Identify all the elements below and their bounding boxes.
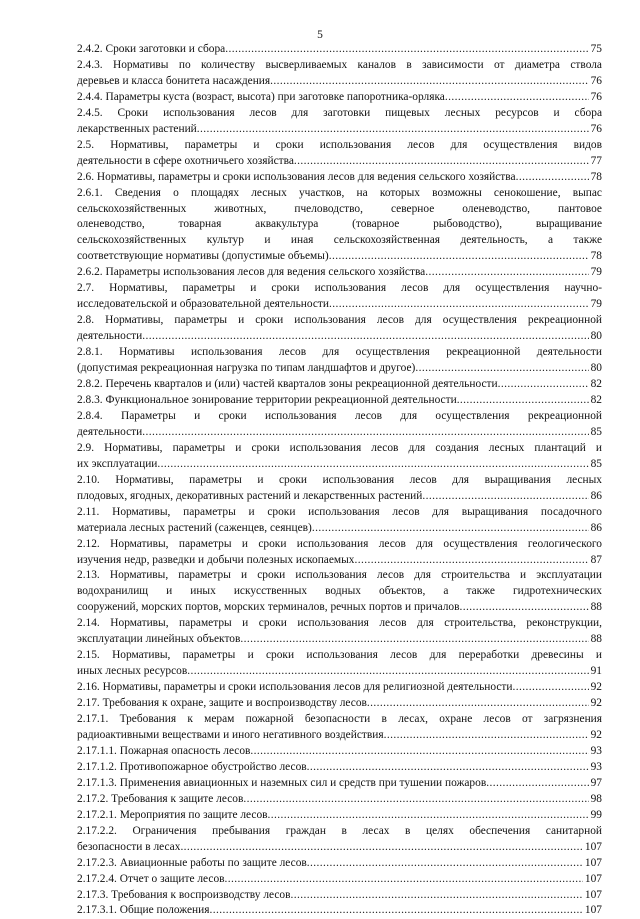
dot-leader [268,808,589,824]
toc-entry-last-line [77,840,602,856]
toc-entry-text: 2.4.4. Параметры куста (возраст, высота) при заготовке папоротника-орляка [77,90,445,103]
toc-entry [77,856,602,872]
dot-leader [187,664,588,680]
toc-entry-last-line [77,393,602,409]
toc-entry [77,186,602,266]
toc-entry [77,345,602,377]
toc-entry-text: 2.9. Нормативы, параметры и сроки использования лесов для создания лесных плантаций и [77,441,602,454]
toc-entry-text: 2.14. Нормативы, параметры и сроки использования лесов для строительства, реконструкции, [77,617,602,630]
toc-entry-text: 2.17.1. Требования к мерам пожарной безопасности в лесах, охране лесов от загрязнения [77,713,602,726]
toc-entry-last-line [77,249,602,265]
dot-leader [180,840,582,856]
toc-page-number: 79 [590,298,602,311]
toc-page-number: 107 [584,872,602,885]
toc-entry-last-line [77,728,602,744]
toc-page-number: 82 [590,393,602,406]
toc-entry-last-line [77,154,602,170]
toc-entry-last-line [77,632,602,648]
toc-entry-text: 2.11. Нормативы, параметры и сроки использования лесов для выращивания посадочного [77,505,602,518]
toc-page-number: 91 [590,665,602,678]
dot-leader [329,297,589,313]
toc-page-number: 85 [590,457,602,470]
toc-entry-last-line [77,329,602,345]
toc-entry [77,313,602,345]
toc-entry-text: плодовых, ягодных, декоративных растений и лекарственных растений [77,489,423,502]
toc-entry-last-line [77,872,602,888]
toc-entry [77,505,602,537]
toc-entry-text: 2.13. Нормативы, параметры и сроки использования лесов для строительства и эксплуатации [77,569,602,582]
toc-entry-last-line [77,760,602,776]
toc-entry [77,712,602,744]
toc-entry-last-line [77,808,602,824]
toc-entry [77,888,602,904]
toc-page-number: 93 [590,760,602,773]
toc-entry-last-line [77,265,602,281]
toc-entry [77,138,602,170]
toc-entry-text: материала лесных растений (саженцев, сеянцев) [77,521,312,534]
dot-leader [225,42,588,58]
toc-page-number: 78 [590,170,602,183]
toc-entry-text: деятельности [77,425,143,438]
toc-entry-text: радиоактивными веществами и иного негативного воздействия [77,728,384,741]
dot-leader [209,903,582,919]
toc-entry-text: сельскохозяйственных животных, пчеловодство, северное оленеводство, пантовое [77,202,602,215]
dot-leader [460,600,589,616]
dot-leader [367,696,589,712]
toc-page-number: 107 [584,856,602,869]
toc-page-number: 76 [590,74,602,87]
toc-entry-text: 2.4.3. Нормативы по количеству высверливаемых каналов в зависимости от диаметра ствола [77,58,602,71]
toc-entry-text: 2.16. Нормативы, параметры и сроки использования лесов для религиозной деятельности [77,681,513,694]
dot-leader [270,74,588,90]
toc-entry-text: безопасности в лесах [77,840,181,853]
toc-page-number: 79 [590,266,602,279]
toc-page-number: 85 [590,425,602,438]
toc-entry-last-line [77,377,602,393]
toc-page-number: 82 [590,378,602,391]
toc-entry [77,409,602,441]
toc-entry-text: 2.17.2.1. Мероприятия по защите лесов [77,808,268,821]
toc-page-number: 78 [590,250,602,263]
toc-entry-last-line [77,553,602,569]
toc-entry [77,903,602,919]
toc-page-number: 98 [590,792,602,805]
dot-leader [243,792,588,808]
toc-entry-text: водохранилищ и иных искусственных водных объектов, а также гидротехнических [77,585,602,598]
toc-entry-last-line [77,792,602,808]
toc-page-number: 80 [590,362,602,375]
toc-entry-text: 2.17.1.2. Противопожарное обустройство лесов [77,760,307,773]
toc-entry-text: 2.17.1.1. Пожарная опасность лесов [77,744,251,757]
toc-entry-text: 2.7. Нормативы, параметры и сроки использования лесов для осуществления научно- [77,282,602,295]
toc-entry-text: 2.17. Требования к охране, защите и воспроизводству лесов [77,697,367,710]
dot-leader [142,329,588,345]
toc-entry [77,696,602,712]
toc-entry-last-line [77,74,602,90]
toc-entry-text: 2.17.1.3. Применения авиационных и наземных сил и средств при тушении пожаров [77,776,487,789]
dot-leader [422,489,588,505]
toc-entry-last-line [77,696,602,712]
toc-entry-last-line [77,744,602,760]
toc-page-number: 75 [590,43,602,55]
toc-entry-text: 2.8. Нормативы, параметры и сроки использования лесов для осуществления рекреационной [77,314,602,327]
toc-entry [77,680,602,696]
toc-entry-text: 2.5. Нормативы, параметры и сроки использования лесов для осуществления видов [77,138,602,151]
toc-entry-text: 2.8.3. Функциональное зонирование территории рекреационной деятельности [77,393,457,406]
toc-entry [77,824,602,856]
dot-leader [329,249,589,265]
dot-leader [142,425,588,441]
dot-leader [498,377,589,393]
toc-entry [77,281,602,313]
toc-entry-last-line [77,361,602,377]
dot-leader [250,744,588,760]
toc-entry-text: 2.6.1. Сведения о площадях лесных участков, на которых возможны сенокошение, выпас [77,186,602,199]
toc-entry-last-line [77,489,602,505]
toc-page-number: 107 [584,888,602,901]
dot-leader [312,521,589,537]
toc-entry [77,170,602,186]
toc-entry [77,808,602,824]
dot-leader [425,265,588,281]
toc-entry-last-line [77,888,602,904]
toc-entry-last-line [77,776,602,792]
toc-page-number: 80 [590,330,602,343]
toc-entry-text: 2.17.2.4. Отчет о защите лесов [77,872,225,885]
dot-leader [445,90,589,106]
dot-leader [384,728,589,744]
toc-entry-text: сельскохозяйственных культур и иная сельскохозяйственная деятельность, а также [77,234,602,247]
dot-leader [415,361,588,377]
table-of-contents [77,42,602,919]
toc-entry-last-line [77,170,602,186]
toc-page-number: 93 [590,744,602,757]
dot-leader [197,122,589,138]
toc-entry [77,58,602,90]
toc-entry-text: 2.15. Нормативы, параметры и сроки использования лесов для переработки древесины и [77,649,602,662]
dot-leader [457,393,589,409]
dot-leader [240,632,588,648]
toc-entry-text: 2.6. Нормативы, параметры и сроки использования лесов для ведения сельского хозяйства [77,170,516,183]
toc-entry [77,792,602,808]
toc-entry [77,106,602,138]
toc-entry [77,42,602,58]
toc-entry-last-line [77,425,602,441]
toc-entry-text: 2.10. Нормативы, параметры и сроки использования лесов для выращивания лесных [77,473,602,486]
toc-entry-text: иных лесных ресурсов [77,665,188,678]
toc-entry-last-line [77,680,602,696]
toc-entry-text: изучения недр, разведки и добычи полезных ископаемых [77,553,355,566]
toc-entry-last-line [77,457,602,473]
toc-entry-text: сооружений, морских портов, морских терминалов, речных портов и причалов [77,601,460,614]
toc-entry-text: соответствующие нормативы (допустимые объемы) [77,250,329,263]
toc-entry-text: деятельности [77,330,143,343]
toc-entry [77,377,602,393]
toc-entry-text: эксплуатации линейных объектов [77,633,241,646]
dot-leader [486,776,588,792]
toc-entry-last-line [77,297,602,313]
dot-leader [294,154,589,170]
toc-page-number: 87 [590,553,602,566]
toc-entry-text: 2.17.3.1. Общие положения [77,904,210,917]
toc-page-number: 86 [590,521,602,534]
toc-entry-text: лекарственных растений [77,122,197,135]
toc-entry-text: 2.8.2. Перечень кварталов и (или) частей кварталов зоны рекреационной деятельности [77,378,498,391]
toc-entry-last-line [77,521,602,537]
toc-entry-text: 2.17.2. Требования к защите лесов [77,792,244,805]
toc-page-number: 86 [590,489,602,502]
toc-entry [77,648,602,680]
toc-entry-text: 2.8.4. Параметры и сроки использования лесов для осуществления рекреационной [77,409,602,422]
toc-page-number: 77 [590,154,602,167]
toc-page-number: 88 [590,633,602,646]
toc-entry-text: 2.17.3. Требования к воспроизводству лесов [77,888,291,901]
dot-leader [307,856,583,872]
dot-leader [354,553,588,569]
toc-entry-text: деревьев и класса бонитета насаждения [77,74,271,87]
toc-entry [77,616,602,648]
toc-entry-text: 2.17.2.3. Авиационные работы по защите лесов [77,856,307,869]
toc-entry [77,776,602,792]
toc-entry-text: 2.12. Нормативы, параметры и сроки использования лесов для осуществления геологического [77,537,602,550]
toc-entry [77,744,602,760]
toc-page-number: 97 [590,776,602,789]
toc-entry-text: 2.6.2. Параметры использования лесов для ведения сельского хозяйства [77,266,426,279]
toc-entry-text: исследовательской и образовательной деятельности [77,298,329,311]
toc-entry-last-line [77,600,602,616]
page-number: 5 [317,29,323,41]
toc-page-number: 88 [590,601,602,614]
toc-entry-last-line [77,122,602,138]
toc-entry-last-line [77,856,602,872]
toc-entry [77,473,602,505]
toc-page-number: 76 [590,122,602,135]
toc-entry [77,568,602,616]
toc-entry-text: их эксплуатации [77,457,158,470]
dot-leader [290,888,582,904]
toc-page-number: 92 [590,697,602,710]
toc-page-number: 92 [590,728,602,741]
toc-entry-text: 2.17.2.2. Ограничения пребывания граждан в лесах в целях обеспечения санитарной [77,824,602,837]
toc-entry-text: деятельности в сфере охотничьего хозяйства [77,154,294,167]
toc-entry [77,265,602,281]
toc-entry [77,441,602,473]
toc-entry-text: 2.4.5. Сроки использования лесов для заготовки пищевых лесных ресурсов и сбора [77,106,602,119]
toc-entry-text: (допустимая рекреационная нагрузка по типам ландшафтов и другое) [77,362,416,375]
dot-leader [512,680,588,696]
toc-entry-text: 2.8.1. Нормативы использования лесов для осуществления рекреационной деятельности [77,346,602,359]
toc-entry-last-line [77,903,602,919]
toc-entry [77,872,602,888]
dot-leader [307,760,589,776]
toc-entry-last-line [77,42,602,58]
dot-leader [225,872,583,888]
toc-entry [77,393,602,409]
toc-entry [77,90,602,106]
toc-entry-text: оленеводство, товарная аквакультура (товарное рыбоводство), выращивание [77,218,602,231]
toc-entry-text: 2.4.2. Сроки заготовки и сбора [77,43,226,55]
toc-page-number: 107 [584,904,602,917]
dot-leader [157,457,588,473]
toc-page-number: 76 [590,90,602,103]
toc-entry-last-line [77,664,602,680]
toc-page-number: 107 [584,840,602,853]
toc-page-number: 99 [590,808,602,821]
dot-leader [516,170,589,186]
toc-entry [77,537,602,569]
toc-page-number: 92 [590,681,602,694]
toc-entry-last-line [77,90,602,106]
toc-entry [77,760,602,776]
